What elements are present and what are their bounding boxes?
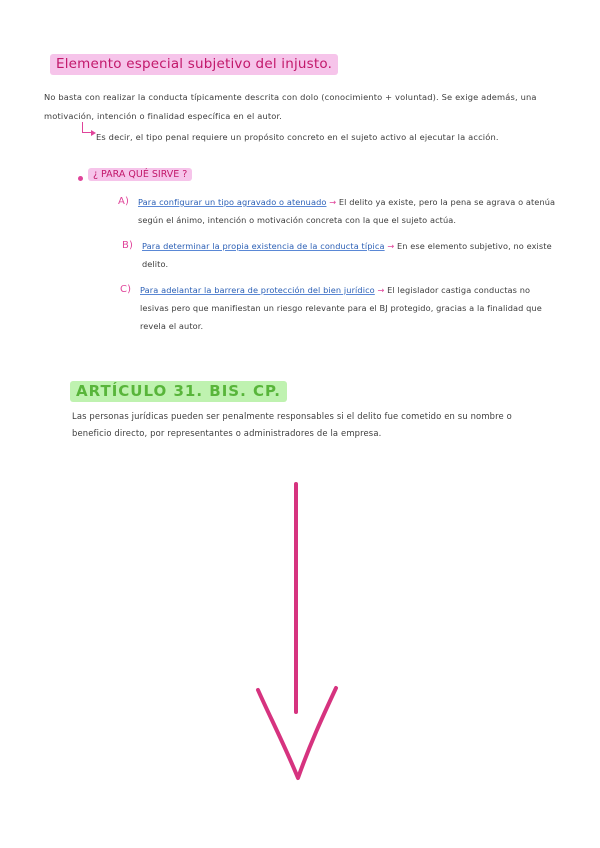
section-title-articulo: ARTÍCULO 31. BIS. CP. [70, 381, 287, 402]
arrow-right-icon: → [329, 197, 337, 207]
item-text: En ese elemento subjetivo, no existe delito. [142, 241, 552, 269]
list-item-b [122, 237, 552, 273]
arrow-right-icon [82, 122, 91, 133]
down-arrow-icon [248, 482, 348, 782]
section-title-elemento-subjetivo: Elemento especial subjetivo del injusto. [50, 54, 338, 75]
item-letter: C) [120, 284, 132, 295]
list-item-c [120, 281, 555, 335]
arrow-right-icon: → [377, 285, 385, 295]
question-heading: ¿ PARA QUÉ SIRVE ? [88, 168, 192, 181]
item-letter: B) [122, 240, 133, 251]
definition-paragraph: No basta con realizar la conducta típicamente descrita con dolo (conocimiento + voluntad). Se exige además, una motivación, intención o finalidad específica en el autor. [44, 92, 537, 121]
list-item-a [118, 193, 558, 229]
item-highlight: Para determinar la propia existencia de la conducta típica [142, 241, 385, 251]
bullet-icon [78, 176, 83, 181]
article-paragraph: Las personas jurídicas pueden ser penalmente responsables si el delito fue cometido en su nombre o beneficio directo, por representantes o administradores de la empresa. [72, 411, 512, 438]
clarification-note: Es decir, el tipo penal requiere un propósito concreto en el sujeto activo al ejecutar la acción. [96, 132, 499, 142]
item-letter: A) [118, 196, 129, 207]
arrow-right-icon: → [387, 241, 395, 251]
item-highlight: Para adelantar la barrera de protección del bien jurídico [140, 285, 375, 295]
item-highlight: Para configurar un tipo agravado o atenuado [138, 197, 327, 207]
item-text: El delito ya existe, pero la pena se agrava o atenúa según el ánimo, intención o motivación concreta con la que el sujeto actúa. [138, 197, 556, 225]
item-text: El legislador castiga conductas no lesivas pero que manifiestan un riesgo relevante para el BJ protegido, gracias a la finalidad que revela el autor. [140, 285, 542, 331]
